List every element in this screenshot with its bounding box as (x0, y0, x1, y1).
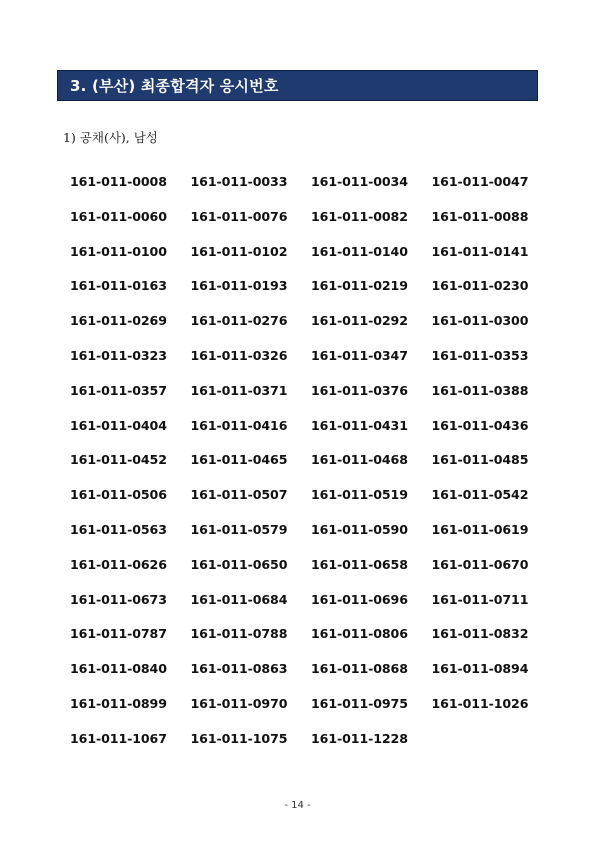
applicant-number: 161-011-0465 (190, 452, 288, 468)
applicant-number: 161-011-0711 (431, 591, 529, 607)
applicant-number: 161-011-0060 (70, 208, 167, 224)
applicant-number: 161-011-0193 (190, 278, 288, 294)
applicant-number: 161-011-0088 (431, 208, 529, 224)
applicant-number: 161-011-0047 (431, 174, 529, 189)
applicant-number: 161-011-0326 (190, 347, 288, 363)
applicant-number: 161-011-0840 (70, 661, 167, 677)
applicant-number: 161-011-0579 (190, 521, 288, 537)
applicant-number: 161-011-0507 (190, 487, 288, 503)
applicant-number: 161-011-0416 (190, 417, 288, 433)
applicant-number: 161-011-0619 (431, 521, 529, 537)
applicant-number: 161-011-0832 (431, 626, 529, 642)
applicant-number: 161-011-0696 (311, 591, 408, 607)
section-title-bar (57, 70, 538, 101)
applicant-number: 161-011-0788 (190, 626, 288, 642)
applicant-number: 161-011-1075 (190, 730, 288, 746)
applicant-number: 161-011-0626 (70, 556, 167, 572)
applicant-number: 161-011-0868 (311, 661, 408, 677)
applicant-number: 161-011-0673 (70, 591, 167, 607)
applicant-number: 161-011-0100 (70, 243, 167, 259)
applicant-number: 161-011-0300 (431, 313, 529, 329)
applicant-number: 161-011-0863 (190, 661, 288, 677)
applicant-number: 161-011-0230 (431, 278, 529, 294)
applicant-number: 161-011-0452 (70, 452, 167, 468)
applicant-number: 161-011-0899 (70, 695, 167, 711)
applicant-number: 161-011-0519 (311, 487, 408, 503)
applicant-number: 161-011-0684 (190, 591, 288, 607)
applicant-number: 161-011-0269 (70, 313, 167, 329)
applicant-number: 161-011-0590 (311, 521, 408, 537)
applicant-number: 161-011-0388 (431, 382, 529, 398)
applicant-number: 161-011-0404 (70, 417, 167, 433)
section-title: 3. (부산) 최종합격자 응시번호 (70, 77, 279, 95)
applicant-number: 161-011-0970 (190, 695, 288, 711)
applicant-number: 161-011-0082 (311, 208, 408, 224)
applicant-number-grid (70, 172, 550, 764)
applicant-number: 161-011-0347 (311, 347, 408, 363)
applicant-number: 161-011-0376 (311, 382, 408, 398)
applicant-number: 161-011-0485 (431, 452, 529, 468)
applicant-number: 161-011-0276 (190, 313, 288, 329)
applicant-number: 161-011-1067 (70, 730, 167, 746)
applicant-number: 161-011-0670 (431, 556, 529, 572)
applicant-number: 161-011-0357 (70, 382, 167, 398)
applicant-number: 161-011-0163 (70, 278, 167, 294)
applicant-number: 161-011-0563 (70, 521, 167, 537)
applicant-number: 161-011-0141 (431, 243, 529, 259)
page-number: - 14 - (284, 800, 311, 811)
applicant-number: 161-011-0787 (70, 626, 167, 642)
applicant-number: 161-011-0034 (311, 174, 408, 189)
applicant-number: 161-011-0894 (431, 661, 529, 677)
applicant-number: 161-011-0323 (70, 347, 167, 363)
applicant-number: 161-011-0102 (190, 243, 288, 259)
applicant-number: 161-011-1026 (431, 695, 529, 711)
applicant-number: 161-011-0806 (311, 626, 408, 642)
applicant-number: 161-011-0436 (431, 417, 529, 433)
applicant-number: 161-011-0140 (311, 243, 408, 259)
applicant-number: 161-011-0219 (311, 278, 408, 294)
applicant-number: 161-011-0033 (190, 174, 288, 189)
applicant-number: 161-011-0468 (311, 452, 408, 468)
applicant-number: 161-011-0650 (190, 556, 288, 572)
applicant-number: 161-011-0353 (431, 347, 529, 363)
applicant-number: 161-011-0975 (311, 695, 408, 711)
applicant-number: 161-011-0506 (70, 487, 167, 503)
applicant-number: 161-011-0008 (70, 174, 167, 189)
applicant-number: 161-011-0658 (311, 556, 408, 572)
applicant-number: 161-011-0076 (190, 208, 288, 224)
applicant-number: 161-011-0542 (431, 487, 529, 503)
applicant-number: 161-011-0292 (311, 313, 408, 329)
applicant-number: 161-011-1228 (311, 730, 408, 746)
applicant-number: 161-011-0431 (311, 417, 408, 433)
applicant-number: 161-011-0371 (190, 382, 288, 398)
subsection-heading: 1) 공채(사), 남성 (63, 130, 158, 145)
